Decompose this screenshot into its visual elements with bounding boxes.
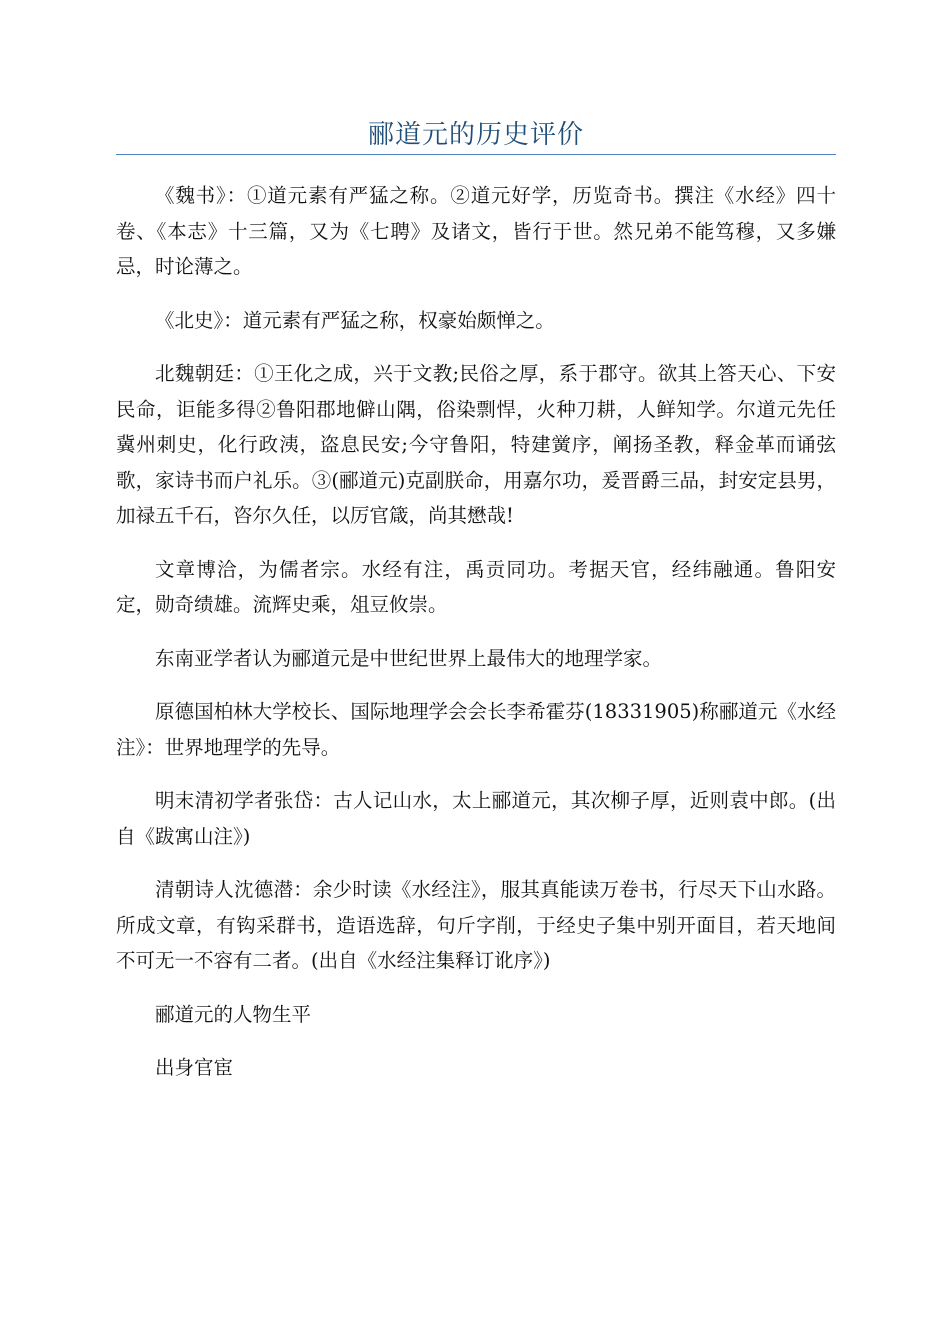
paragraph-richthofen: 原德国柏林大学校长、国际地理学会会长李希霍芬(18331905)称郦道元《水经注》：世界地理学的先导。 — [116, 700, 836, 759]
paragraph-zhang-dai: 明末清初学者张岱：古人记山水，太上郦道元，其次柳子厚，近则袁中郎。(出自《跋寓山注》) — [116, 789, 836, 848]
paragraph-beishi: 《北史》：道元素有严猛之称，权豪始颇惮之。 — [155, 308, 555, 332]
paragraph-southeast-asia-scholars: 东南亚学者认为郦道元是中世纪世界上最伟大的地理学家。 — [155, 646, 663, 670]
document-title: 郦道元的历史评价 — [367, 120, 584, 150]
paragraph-shen-deqian: 清朝诗人沈德潜：余少时读《水经注》，服其真能读万卷书，行尽天下山水路。所成文章，有钩采群书，造语选辞，句斤字削，于经史子集中别开面目，若天地间不可无一不容有二者。(出自《水经注集释订讹序》) — [116, 878, 836, 972]
document-page — [116, 0, 836, 1344]
title-underline — [116, 154, 836, 155]
paragraph-weishu: 《魏书》：①道元素有严猛之称。②道元好学，历览奇书。撰注《水经》四十卷、《本志》十三篇，又为《七聘》及诸文，皆行于世。然兄弟不能笃穆，又多嫌忌，时论薄之。 — [116, 184, 836, 278]
subheading-origin: 出身官宦 — [155, 1056, 234, 1079]
section-heading-biography: 郦道元的人物生平 — [155, 1002, 312, 1026]
document-body — [116, 178, 836, 1104]
paragraph-beiwei-court: 北魏朝廷：①王化之成，兴于文教;民俗之厚，系于郡守。欲其上答天心、下安民命，讵能多得②鲁阳郡地僻山隅，俗染剽悍，火种刀耕，人鲜知学。尔道元先任冀州刺史，化行政洟，盗息民安;今守鲁阳，特建黉序，阐扬圣教，释金革而诵弦歌，家诗书而户礼乐。③(郦道元)克副朕命，用嘉尔功，爰晋爵三品，封安定县男，加禄五千石，咨尔久任，以厉官箴，尚其懋哉! — [116, 362, 836, 527]
paragraph-eulogy: 文章博洽，为儒者宗。水经有注，禹贡同功。考据天官，经纬融通。鲁阳安定，勋奇绩雄。流辉史乘，俎豆攸崇。 — [116, 557, 836, 616]
